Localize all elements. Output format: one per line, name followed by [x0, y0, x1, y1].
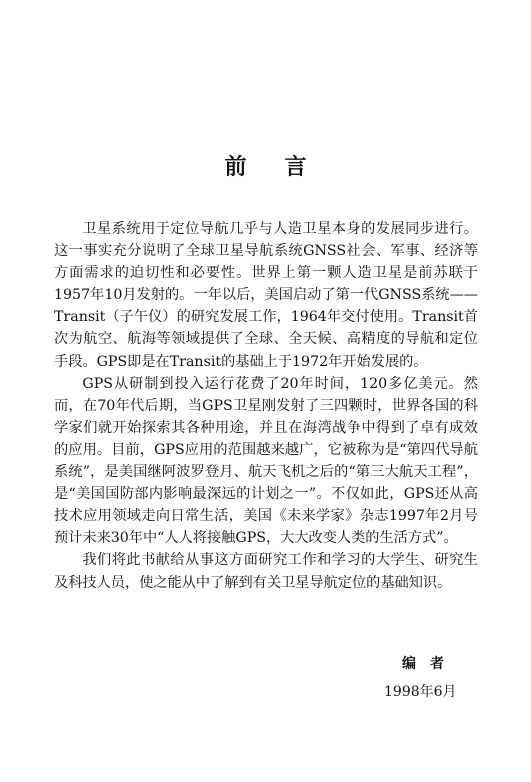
signature-date: 1998年6月: [384, 684, 457, 700]
preface-paragraph-3: 我们将此书献给从事这方面研究工作和学习的大学生、研究生及科技人员，使之能从中了解到有关卫星导航定位的基础知识。: [54, 552, 478, 591]
preface-paragraph-2: GPS从研制到投入运行花费了20年时间，120多亿美元。然而，在70年代后期，当GPS卫星刚发射了三四颗时，世界各国的科学家们就开始探索其各种用途，并且在海湾战争中得到了卓有成效的应用。目前，GPS应用的范围越来越广，它被称为是“第四代导航系统”，是美国继阿波罗登月、航天飞机之后的“第三大航天工程”，是“美国国防部内影响最深远的计划之一”。不仅如此，GPS还从高技术应用领域走向日常生活，美国《未来学家》杂志1997年2月号预计未来30年中“人人将接触GPS，大大改变人类的生活方式”。: [54, 375, 478, 547]
preface-body: [54, 218, 478, 594]
page-title: 前言: [224, 155, 345, 180]
preface-paragraph-1: 卫星系统用于定位导航几乎与人造卫星本身的发展同步进行。这一事实充分说明了全球卫星导航系统GNSS社会、军事、经济等方面需求的迫切性和必要性。世界上第一颗人造卫星是前苏联于1957年10月发射的。一年以后，美国启动了第一代GNSS系统——Transit（子午仪）的研究发展工作，1964年交付使用。Transit首次为航空、航海等领域提供了全球、全天候、高精度的导航和定位手段。GPS即是在Transit的基础上于1972年开始发展的。: [54, 221, 478, 370]
signature-author: 编者: [402, 656, 458, 672]
